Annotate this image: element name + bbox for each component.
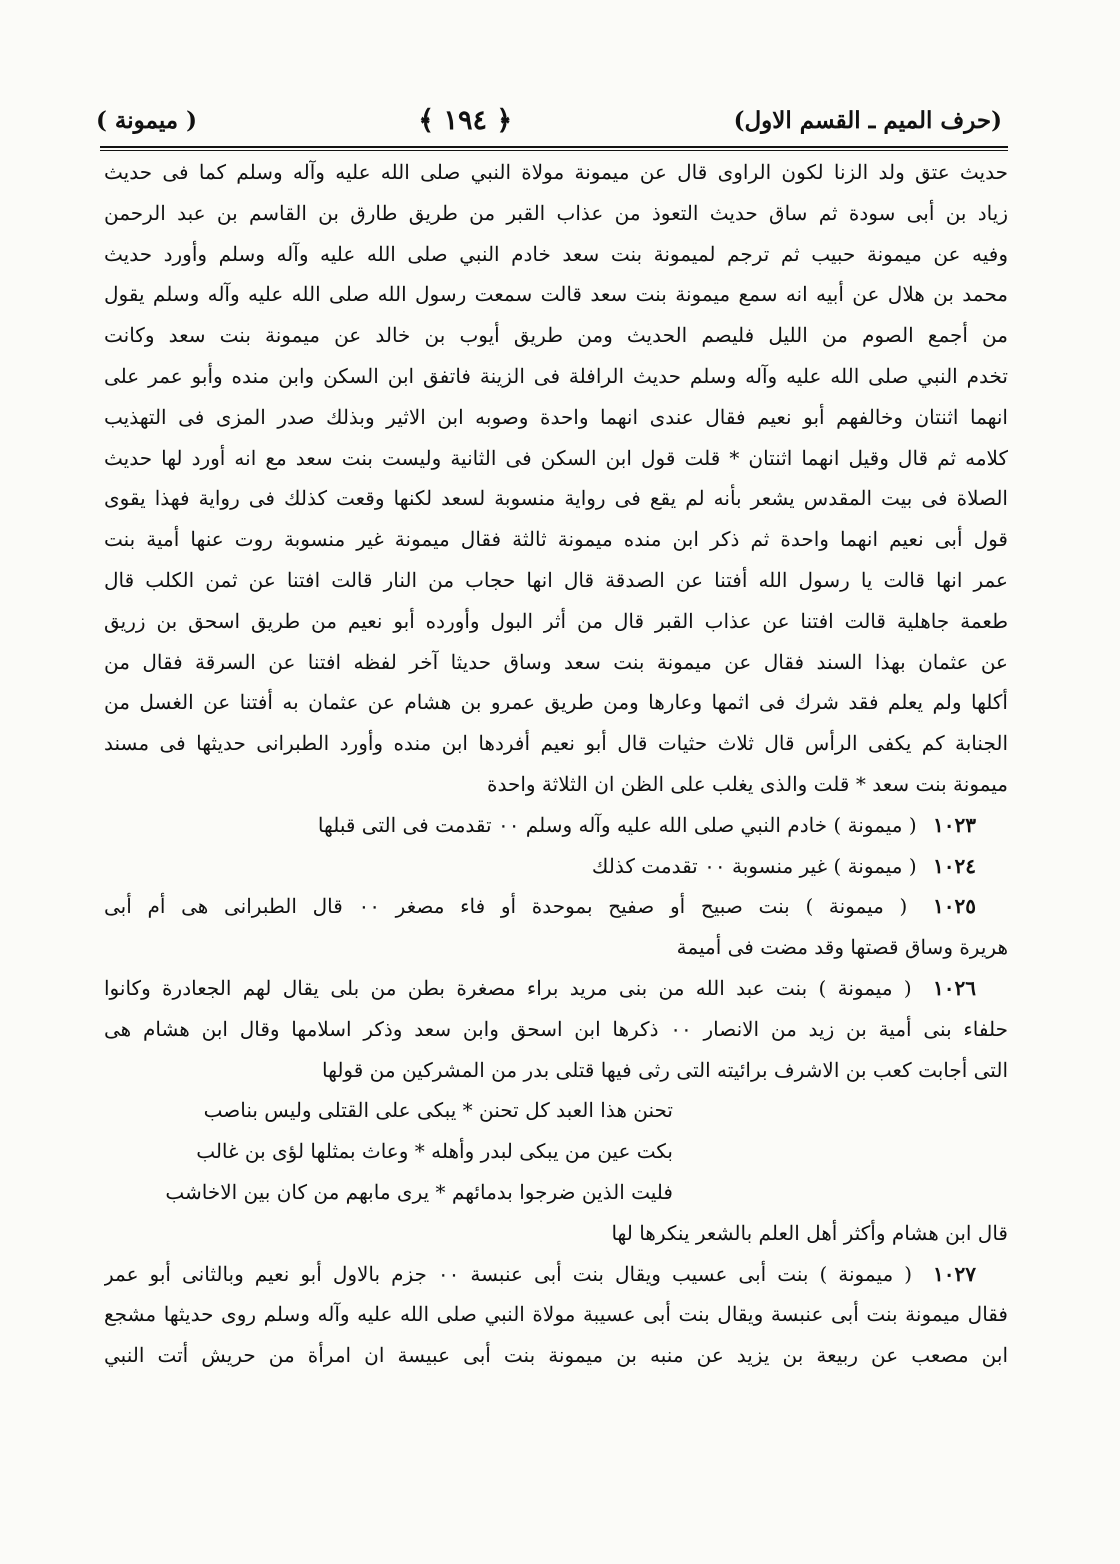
entry-text: ( ميمونة ) بنت صبيح أو صفيح بموحدة أو فاء مصغر ٠٠ قال الطبرانى هى أم أبى	[104, 894, 908, 919]
text-line: طعمة جاهلية قالت افتنا عن عذاب القبر قال من أثر البول وأورده أبو نعيم من طريق اسحق بن زريق	[104, 608, 1008, 633]
entry-line	[104, 846, 1008, 887]
entry-line	[104, 805, 1008, 846]
page-number: ﴿ ١٩٤ ﴾	[418, 104, 513, 136]
entry-text: ( ميمونة ) بنت أبى عسيب ويقال بنت أبى عنبسة ٠٠ جزم بالاول أبو نعيم وبالثانى أبو عمر	[104, 1261, 913, 1286]
text-line: عمر انها قالت يا رسول الله أفتنا عن الصدقة قال انها حجاب من النار قالت افتنا عن ثمن الكلب قال	[104, 567, 1008, 592]
text-line: الجنابة كم يكفى الرأس قال ثلاث حثيات قال أبو نعيم أفردها ابن منده وأورد الطبرانى حديثها فى مسند	[104, 731, 1008, 756]
entry-number: ١٠٢٦	[933, 975, 976, 1000]
entry-number: ١٠٢٧	[933, 1261, 976, 1286]
text-line: انهما اثنتان وخالفهم أبو نعيم فقال عندى انهما واحدة وصوبه ابن الاثير وبذلك صدر المزى فى التهذيب	[104, 404, 1008, 429]
text-line: التى أجابت كعب بن الاشرف برائيته التى رثى فيها قتلى بدر من المشركين من قولها	[322, 1057, 1008, 1082]
entry-text: ( ميمونة ) خادم النبي صلى الله عليه وآله وسلم ٠٠ تقدمت فى التى قبلها	[317, 812, 917, 837]
text-line: كلامه ثم قال وقيل انهما اثنتان * قلت قول ابن السكن فى الثانية وليست بنت سعد مع انه أورد لها حديث	[104, 445, 1008, 470]
text-line: فقال ميمونة بنت أبى عنبسة ويقال بنت أبى عسيبة مولاة النبي صلى الله عليه وآله وسلم روى حديثها مشجع	[104, 1302, 1008, 1327]
running-head-name: ( ميمونة )	[96, 106, 197, 134]
header-rule	[100, 146, 1008, 151]
text-line: ميمونة بنت سعد * قلت والذى يغلب على الظن ان الثلاثة واحدة	[487, 771, 1008, 796]
text-line: تخدم النبي صلى الله عليه وآله وسلم حديث الرافلة فى الزينة فاتفق ابن السكن وابن منده وأبو عمر على	[104, 363, 1008, 388]
text-line: زياد بن أبى سودة ثم ساق حديث التعوذ من عذاب القبر من طريق طارق بن القاسم بن عبد الرحمن	[104, 200, 1008, 225]
entry-line	[104, 1254, 1008, 1295]
entry-number: ١٠٢٤	[933, 853, 976, 878]
text-line: حلفاء بنى أمية بن زيد من الانصار ٠٠ ذكرها ابن اسحق وابن سعد وذكر اسلامها وقال ابن هشام هى	[104, 1016, 1008, 1041]
text-line: محمد بن هلال عن أبيه انه سمع ميمونة بنت سعد قالت سمعت رسول الله صلى الله عليه وآله وسلم يقول	[104, 282, 1008, 307]
text-line: عن عثمان بهذا السند فقال عن ميمونة بنت سعد وساق حديثا آخر لفظه افتنا عن السرقة فقال من	[104, 649, 1008, 674]
section-title: (حرف الميم ـ القسم الاول)	[733, 106, 1002, 134]
entry-number: ١٠٢٣	[933, 812, 976, 837]
entry-line	[104, 968, 1008, 1009]
text-line: قال ابن هشام وأكثر أهل العلم بالشعر ينكرها لها	[611, 1220, 1008, 1245]
page-body	[104, 152, 1008, 1376]
text-line: قول أبى نعيم انهما واحدة ثم ذكر ابن منده ميمونة ثالثة فقال ميمونة غير منسوبة روت عنها أمية بنت	[104, 527, 1008, 552]
page-header	[96, 100, 1002, 140]
poem-verse: بكت عين من يبكى لبدر وأهله * وعاث بمثلها لؤى بن غالب	[196, 1139, 673, 1164]
poem-verse: فليت الذين ضرجوا بدمائهم * يرى مابهم من كان بين الاخاشب	[165, 1179, 673, 1204]
text-line: أكلها ولم يعلم فقد شرك فى اثمها وعارها ومن طريق عمرو بن هشام عن عثمان به أفتنا عن الغسل من	[104, 690, 1008, 715]
entry-text: ( ميمونة ) بنت عبد الله من بنى مريد براء مصغرة بطن من بلى يقال لهم الجعادرة وكانوا	[104, 975, 912, 1000]
text-line: وفيه عن ميمونة حبيب ثم ترجم لميمونة بنت سعد خادم النبي صلى الله عليه وآله وسلم وأورد حديث	[104, 241, 1008, 266]
text-line: هريرة وساق قصتها وقد مضت فى أميمة	[676, 935, 1008, 960]
text-line: ابن مصعب عن ربيعة بن يزيد عن منبه بن ميمونة بنت أبى عبيسة ان امرأة من حريش أتت النبي	[104, 1343, 1008, 1368]
text-line: من أجمع الصوم من الليل فليصم الحديث ومن طريق أيوب بن خالد عن ميمونة بنت سعد وكانت	[104, 323, 1008, 348]
text-line: حديث عتق ولد الزنا لكون الراوى قال عن ميمونة مولاة النبي صلى الله عليه وآله وسلم كما فى حديث	[104, 160, 1008, 184]
entry-number: ١٠٢٥	[933, 894, 977, 919]
poem-verse: تحنن هذا العبد كل تحنن * يبكى على القتلى وليس بناصب	[203, 1098, 673, 1123]
entry-line	[104, 886, 1008, 927]
entry-text: ( ميمونة ) غير منسوبة ٠٠ تقدمت كذلك	[591, 853, 917, 878]
text-line: الصلاة فى بيت المقدس يشعر بأنه لم يقع فى رواية منسوبة لسعد لكنها وقعت كذلك فى رواية فهذا يقوى	[104, 486, 1008, 511]
